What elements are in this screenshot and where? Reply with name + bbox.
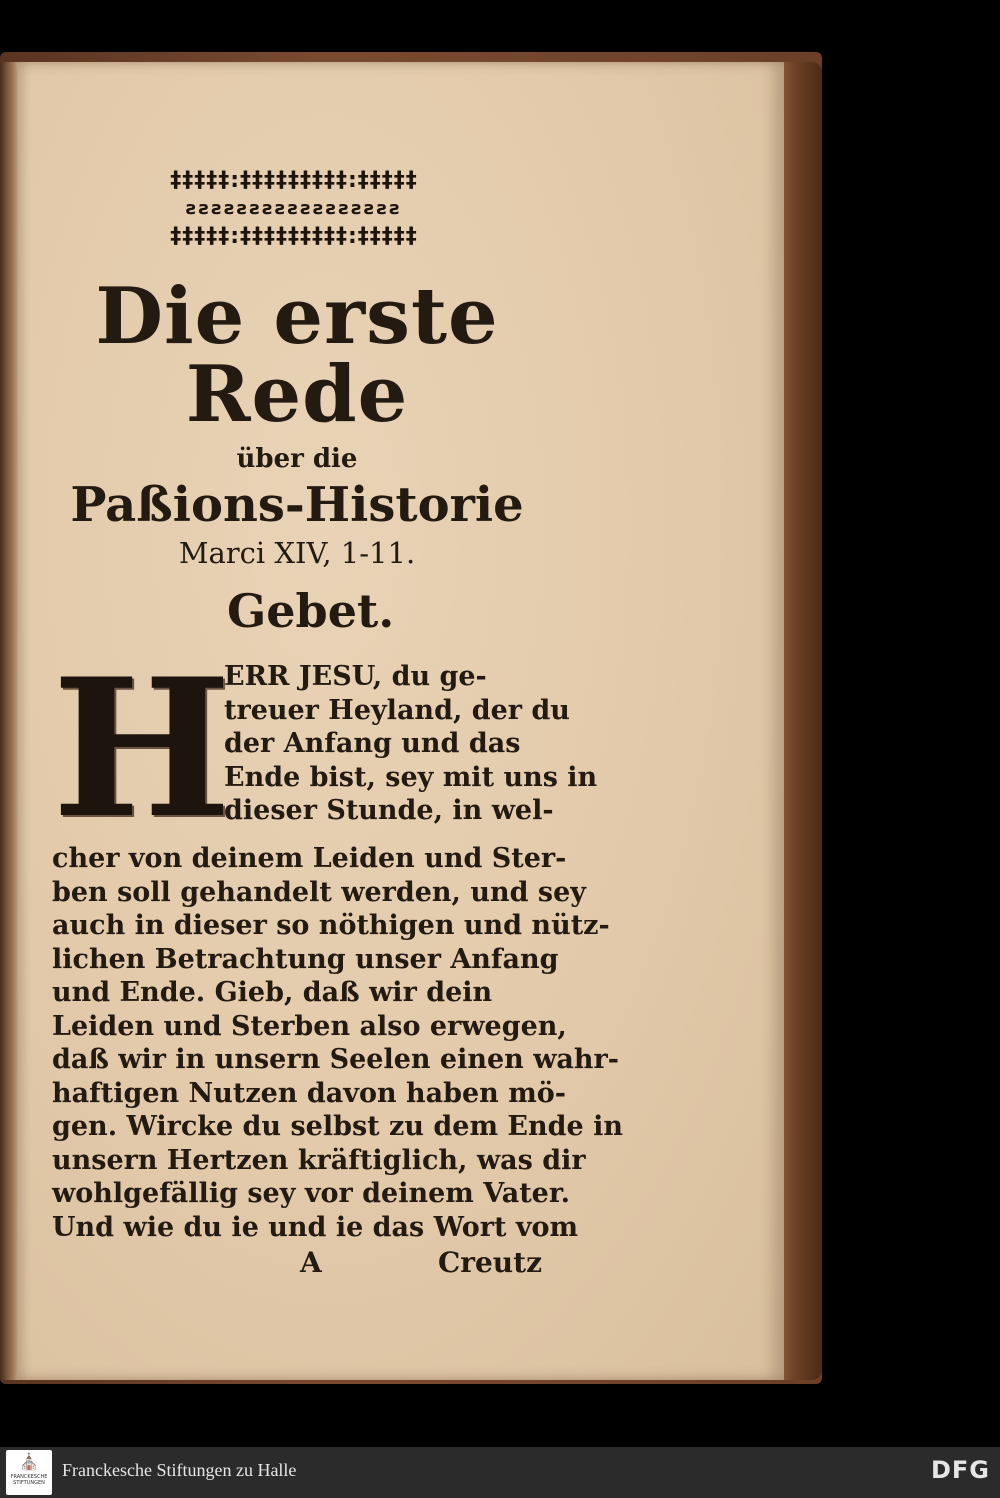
ornament-row-bottom: ‡‡‡‡‡:‡‡‡‡‡‡‡‡‡:‡‡‡‡‡ <box>170 226 418 249</box>
text-line: haftigen Nutzen davon haben mö- <box>52 1077 566 1109</box>
text-line: gen. Wircke du selbst zu dem Ende in <box>52 1111 623 1143</box>
text-line: dieser Stunde, in wel- <box>224 795 554 827</box>
text-line: cher von deinem Leiden und Ster- <box>52 843 567 875</box>
ornament-row-top: ‡‡‡‡‡:‡‡‡‡‡‡‡‡‡:‡‡‡‡‡ <box>170 170 418 193</box>
text-line: Und wie du ie und ie das Wort vom <box>52 1211 579 1243</box>
text-line: lichen Betrachtung unser Anfang <box>52 943 559 975</box>
text-line: daß wir in unsern Seelen einen wahr- <box>52 1044 619 1076</box>
page-title: Die erste Rede <box>95 271 499 440</box>
signature-mark: A <box>300 1246 322 1280</box>
ornament-row-middle: ꙅꙅꙅꙅꙅꙅꙅꙅꙅꙅꙅꙅꙅꙅꙅꙅꙅ <box>185 200 403 219</box>
page-content <box>52 170 623 1282</box>
crest-icon: ⛪ <box>19 1452 39 1471</box>
logo-label: FRANCKESCHE STIFTUNGEN <box>10 1474 48 1486</box>
page-footer-line <box>52 1246 542 1282</box>
catchword: Creutz <box>437 1246 542 1280</box>
prayer-text <box>52 637 623 1244</box>
ornament-band <box>54 170 534 256</box>
institution-name[interactable]: Franckesche Stiftungen zu Halle <box>62 1460 297 1480</box>
text-line: unsern Hertzen kräftiglich, was dir <box>52 1144 586 1176</box>
text-line: und Ende. Gieb, daß wir dein <box>52 977 493 1009</box>
dropcap-initial: H <box>52 637 232 861</box>
institution-logo[interactable] <box>6 1450 52 1495</box>
text-line: Leiden und Sterben also erwegen, <box>52 1010 567 1042</box>
text-line: ben soll gehandelt werden, und sey <box>52 876 586 908</box>
subtitle-reference: Marci XIV, 1-11. <box>178 536 416 571</box>
text-line: ERR JESU, du ge- <box>224 661 487 693</box>
text-line: treuer Heyland, der du <box>224 694 570 726</box>
text-line: auch in dieser so nöthigen und nütz- <box>52 910 610 942</box>
section-heading-gebet: Gebet. <box>227 584 395 639</box>
text-line: Ende bist, sey mit uns in <box>224 761 598 793</box>
dfg-logo[interactable]: DFG <box>930 1456 990 1484</box>
text-line: wohlgefällig sey vor deinem Vater. <box>52 1178 570 1210</box>
subtitle-ueber: über die <box>236 444 358 474</box>
viewer-footer <box>0 1447 1000 1498</box>
subtitle-historie: Paßions-Historie <box>70 477 524 533</box>
text-line: der Anfang und das <box>224 728 521 760</box>
